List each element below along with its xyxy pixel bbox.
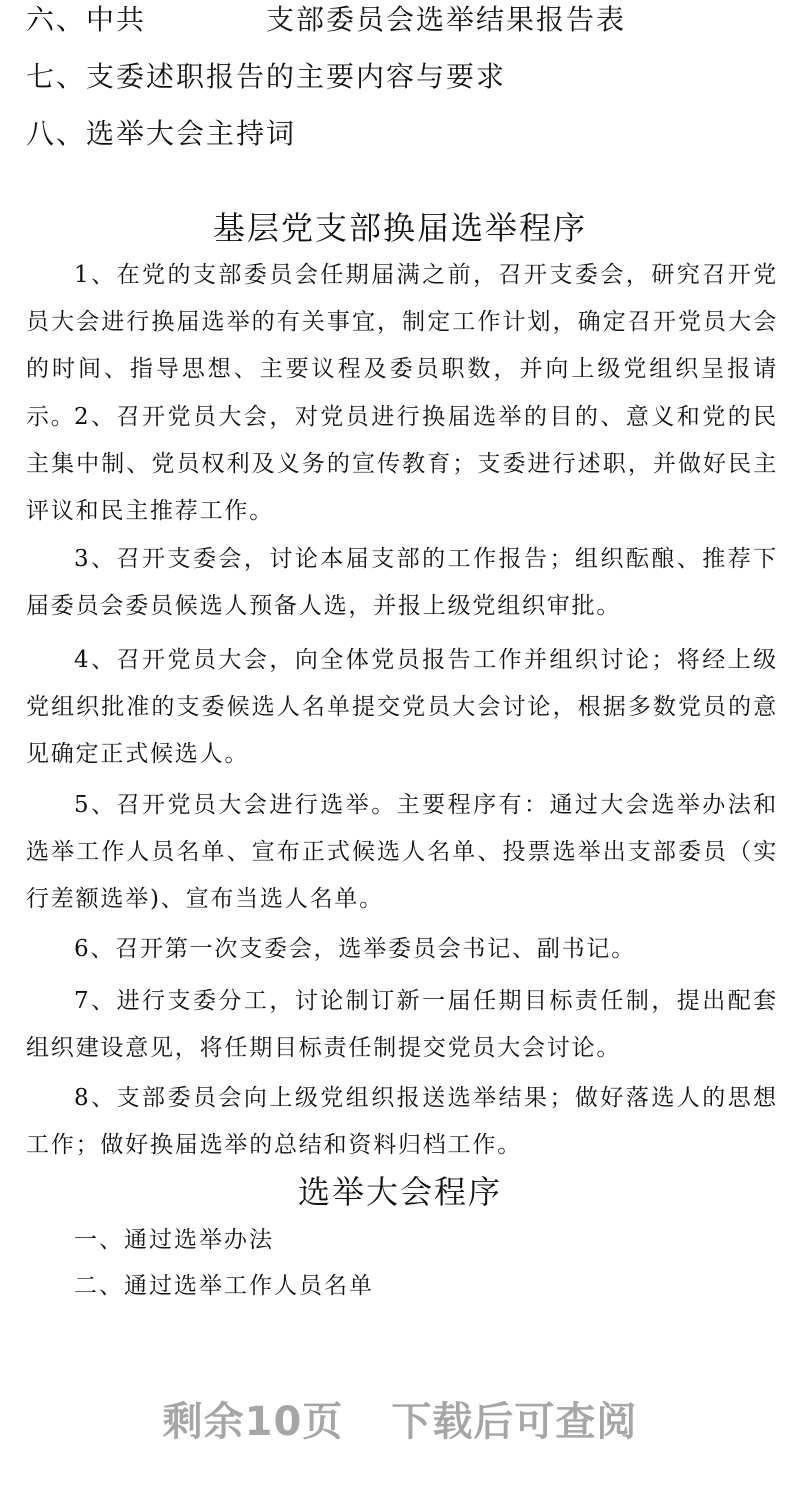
toc-item-7: 七、支委述职报告的主要内容与要求 (26, 60, 507, 93)
section1-title: 基层党支部换届选举程序 (212, 209, 587, 247)
procedure-step-2: 2、召开党员大会，对党员进行换届选举的目的、意义和党的民主集中制、党员权利及义务的宣传教育；支委进行述职，并做好民主评议和民主推荐工作。 (26, 404, 778, 525)
procedure-step-6: 6、召开第一次支委会，选举委员会书记、副书记。 (74, 936, 637, 962)
meeting-step-2: 二、通过选举工作人员名单 (74, 1273, 374, 1299)
procedure-step-4: 4、召开党员大会，向全体党员报告工作并组织讨论；将经上级党组织批准的支委候选人名单提交党员大会讨论，根据多数党员的意见确定正式候选人。 (26, 647, 778, 768)
procedure-step-1: 1、在党的支部委员会任期届满之前，召开支委会，研究召开党员大会进行换届选举的有关事宜，制定工作计划，确定召开党员大会的时间、指导思想、主要议程及委员职数，并向上级党组织呈报请示。 (26, 262, 778, 430)
remaining-pages-label: 剩余10页 (162, 1399, 344, 1445)
procedure-step-3: 3、召开支委会，讨论本届支部的工作报告；组织酝酿、推荐下届委员会委员候选人预备人选，并报上级党组织审批。 (26, 546, 778, 620)
download-to-view-label: 下载后可查阅 (391, 1399, 638, 1445)
procedure-step-7: 7、进行支委分工，讨论制订新一届任期目标责任制，提出配套组织建设意见，将任期目标责任制提交党员大会讨论。 (26, 988, 778, 1062)
procedure-step-8: 8、支部委员会向上级党组织报送选举结果；做好落选人的思想工作；做好换届选举的总结和资料归档工作。 (26, 1085, 778, 1159)
toc-item-6 (26, 0, 626, 40)
toc-item-6-rest: 支部委员会选举结果报告表 (266, 3, 627, 36)
toc-item-8: 八、选举大会主持词 (26, 117, 297, 150)
procedure-step-5: 5、召开党员大会进行选举。主要程序有：通过大会选举办法和选举工作人员名单、宣布正式候选人名单、投票选举出支部委员（实行差额选举)、宣布当选人名单。 (26, 792, 778, 913)
section2-title: 选举大会程序 (297, 1173, 502, 1211)
toc-item-6-prefix: 六、中共 (26, 3, 147, 36)
meeting-step-1: 一、通过选举办法 (74, 1227, 274, 1253)
preview-limit-notice[interactable] (0, 1394, 800, 1450)
